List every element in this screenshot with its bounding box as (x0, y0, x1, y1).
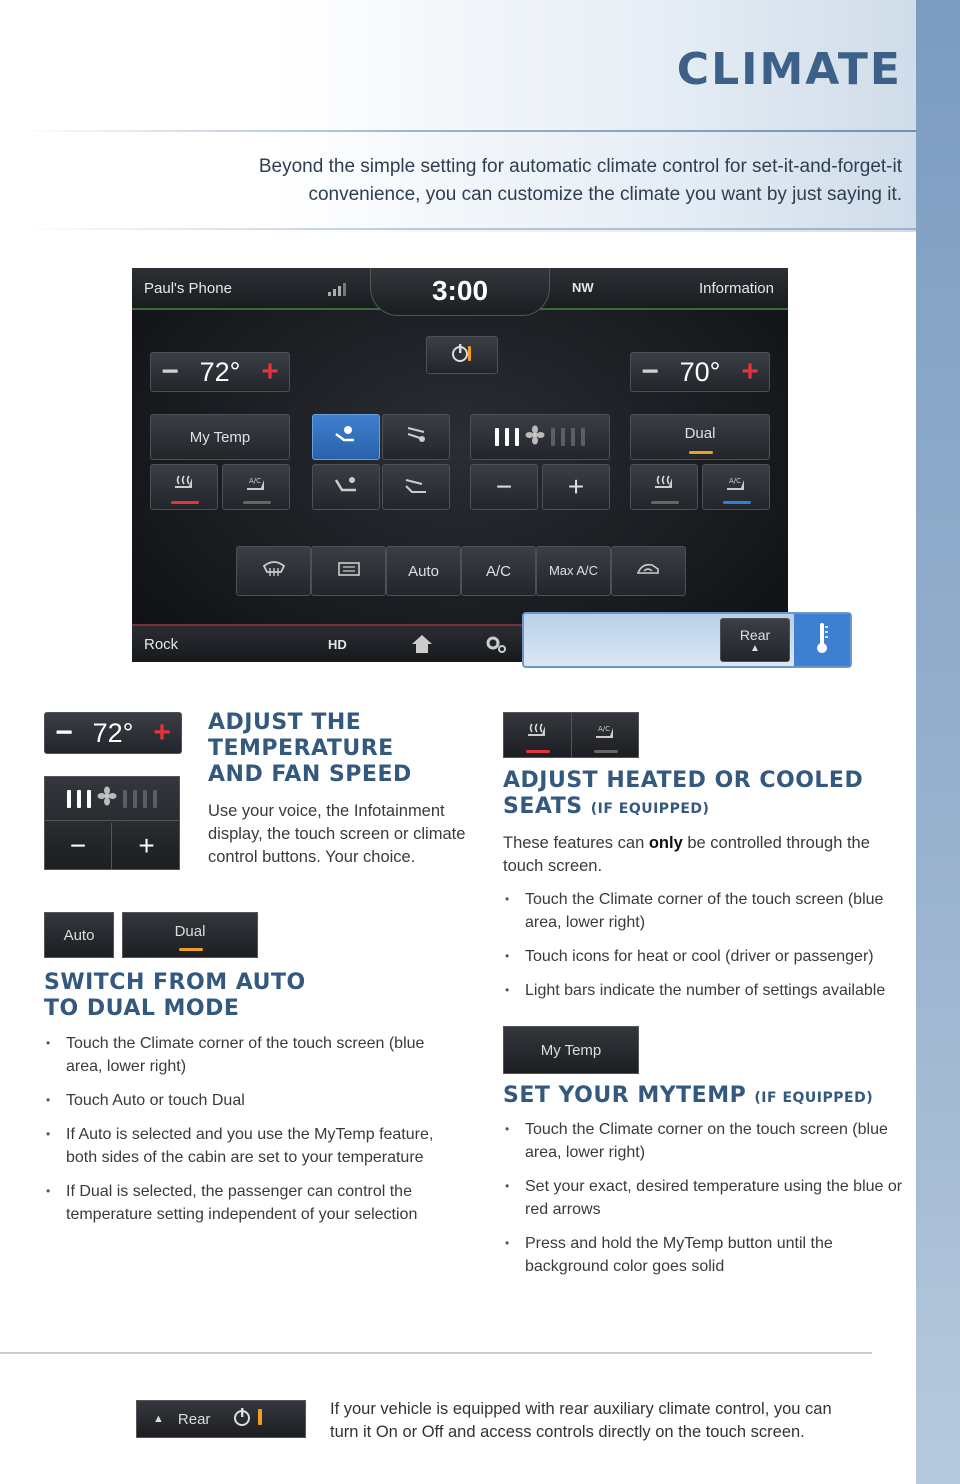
fan-speed-bar (77, 790, 81, 808)
list-item: • Touch icons for heat or cool (driver or passenger) (503, 945, 913, 968)
heat-level-lamp (651, 501, 679, 504)
phone-name: Paul's Phone (144, 280, 232, 297)
list-item: • Set your exact, desired temperature using the blue or red arrows (503, 1175, 903, 1221)
fan-speed-bars (495, 425, 585, 449)
heat-level-lamp (171, 501, 199, 504)
dual-indicator-lamp (179, 948, 203, 951)
fan-speed-up-button[interactable]: + (542, 464, 610, 510)
cool-level-lamp (723, 501, 751, 504)
heated-seat-icon (651, 474, 677, 500)
settings-icon[interactable] (484, 634, 508, 659)
mytemp-section-heading (503, 1083, 903, 1111)
airflow-feet-icon (332, 474, 360, 500)
dual-label: Dual (684, 424, 716, 442)
driver-temp-up-button[interactable]: + (261, 355, 279, 388)
passenger-temp-up-button[interactable]: + (741, 355, 759, 388)
heat-level-lamp (526, 750, 550, 753)
seats-title-suffix: (IF EQUIPPED) (590, 801, 710, 817)
passenger-cooled-seat-button[interactable] (702, 464, 770, 510)
seats-body-pre: These features can (503, 834, 649, 852)
passenger-heated-seat-button[interactable] (630, 464, 698, 510)
climate-touch-screen (132, 268, 788, 662)
dual-bullet-list (44, 1032, 444, 1237)
footer-text: If your vehicle is equipped with rear auxiliary climate control, you can turn it On or Off and access controls directly on the touch screen. (330, 1400, 832, 1441)
list-item: • Touch the Climate corner of the touch screen (blue area, lower right) (44, 1032, 444, 1078)
temp-section-heading: ADJUST THE TEMPERATURE AND FAN SPEED (208, 710, 412, 787)
front-defrost-icon (262, 560, 286, 582)
dual-button-thumbnail (122, 912, 258, 958)
seats-bullet-list (503, 888, 913, 1013)
svg-text:A/C: A/C (597, 724, 610, 733)
seats-body-post: be controlled through the touch screen. (503, 834, 870, 875)
recirculate-button[interactable] (611, 546, 686, 596)
temp-up-icon: + (153, 716, 171, 749)
airflow-defrost-feet-button[interactable] (382, 464, 450, 510)
airflow-windshield-button[interactable] (382, 414, 450, 460)
triangle-up-icon: ▲ (153, 1413, 164, 1425)
fan-minus-icon: − (45, 823, 112, 869)
auto-button[interactable]: Auto (386, 546, 461, 596)
mytemp-button-thumbnail: My Temp (503, 1026, 639, 1074)
max-ac-button[interactable]: Max A/C (536, 546, 611, 596)
fan-speed-bar (87, 790, 91, 808)
fan-speed-bar (133, 790, 137, 808)
heated-seat-thumbnail (504, 713, 572, 757)
svg-text:A/C: A/C (729, 477, 742, 485)
fan-speed-bar (67, 790, 71, 808)
fan-speed-bar (515, 428, 519, 446)
list-item: • Touch the Climate corner of the touch screen (blue area, lower right) (503, 888, 913, 934)
airflow-face-button[interactable] (312, 414, 380, 460)
svg-text:A/C: A/C (249, 477, 262, 485)
dual-indicator-lamp (689, 451, 713, 454)
mytemp-title-suffix: (IF EQUIPPED) (754, 1090, 874, 1106)
cool-level-lamp (594, 750, 618, 753)
rear-defrost-button[interactable] (311, 546, 386, 596)
list-item: • Press and hold the MyTemp button until the background color goes solid (503, 1232, 903, 1278)
page-title: CLIMATE (676, 44, 902, 95)
driver-cooled-seat-button[interactable] (222, 464, 290, 510)
list-item: • Touch Auto or touch Dual (44, 1089, 444, 1112)
heated-seat-icon (171, 474, 197, 500)
fan-icon (97, 786, 117, 811)
cooled-seat-thumbnail (572, 713, 639, 757)
dual-thumbnail-label: Dual (174, 923, 206, 940)
dual-button[interactable] (630, 414, 770, 460)
fan-speed-bar (571, 428, 575, 446)
list-item: • If Auto is selected and you use the MyTemp feature, both sides of the cabin are set to your temperature (44, 1123, 444, 1169)
fan-speed-bar (495, 428, 499, 446)
cooled-seat-icon (592, 722, 618, 749)
seats-title-text: ADJUST HEATED OR COOLED SEATS (503, 768, 864, 819)
rear-label: Rear (739, 626, 771, 643)
driver-temp-value: 72° (199, 356, 241, 387)
seat-buttons-thumbnail (503, 712, 639, 758)
side-accent-strip (916, 0, 960, 1484)
fan-speed-bar (143, 790, 147, 808)
power-icon (451, 343, 473, 367)
passenger-temp-down-button[interactable]: − (641, 355, 659, 388)
climate-power-button[interactable] (426, 336, 498, 374)
compass-heading: NW (572, 280, 594, 295)
rear-thumbnail-label: Rear (177, 1410, 211, 1428)
footer-divider (0, 1352, 872, 1354)
dual-section-heading: SWITCH FROM AUTO TO DUAL MODE (44, 970, 306, 1021)
list-item: • Light bars indicate the number of settings available (503, 979, 913, 1002)
heated-seat-icon (524, 722, 550, 749)
climate-corner-highlight[interactable] (522, 612, 852, 668)
recirculate-icon (636, 561, 662, 581)
seats-section-heading (503, 768, 883, 822)
climate-mode-row (236, 546, 686, 596)
fan-speed-bar (153, 790, 157, 808)
mytemp-title-text: SET YOUR MYTEMP (503, 1083, 747, 1108)
fan-speed-bar (123, 790, 127, 808)
header-divider (20, 130, 916, 132)
front-defrost-button[interactable] (236, 546, 311, 596)
temp-thumbnail-value: 72° (92, 717, 134, 748)
list-item: • If Dual is selected, the passenger can control the temperature setting independent of your selection (44, 1180, 444, 1226)
mytemp-button[interactable]: My Temp (150, 414, 290, 460)
list-item: • Touch the Climate corner on the touch screen (blue area, lower right) (503, 1118, 903, 1164)
driver-temp-control (150, 352, 290, 392)
power-icon (232, 1406, 266, 1433)
header-divider-bottom (20, 228, 916, 230)
mytemp-bullet-list (503, 1118, 903, 1289)
information-label[interactable]: Information (698, 280, 774, 297)
thermometer-icon (815, 621, 829, 660)
passenger-temp-control (630, 352, 770, 392)
airflow-defrost-feet-icon (402, 474, 430, 500)
rear-climate-button[interactable] (720, 618, 790, 662)
hd-radio-icon: HD (328, 637, 347, 652)
temp-control-thumbnail (44, 712, 182, 754)
rear-defrost-icon (337, 560, 361, 582)
fan-speed-bar (505, 428, 509, 446)
fan-speed-bar (561, 428, 565, 446)
seats-body-emphasis: only (648, 834, 683, 852)
auto-button-thumbnail: Auto (44, 912, 114, 958)
passenger-temp-value: 70° (679, 356, 721, 387)
fan-icon (525, 425, 545, 449)
fan-speed-bar (551, 428, 555, 446)
audio-source-label[interactable]: Rock (144, 636, 179, 653)
climate-corner-button[interactable] (794, 614, 850, 666)
intro-text: Beyond the simple setting for automatic climate control for set-it-and-forget-it convenience, you can customize the climate you want by just saying it. (258, 156, 902, 205)
cooled-seat-icon (723, 474, 749, 500)
temp-down-icon: − (55, 716, 73, 749)
cooled-seat-icon (243, 474, 269, 500)
home-icon[interactable] (410, 634, 434, 659)
driver-heated-seat-button[interactable] (150, 464, 218, 510)
fan-speed-thumbnail (44, 776, 180, 870)
clock: 3:00 (431, 275, 489, 306)
signal-icon (328, 282, 348, 296)
seats-section-body (503, 832, 883, 878)
airflow-face-icon (332, 424, 360, 450)
fan-plus-icon: + (138, 830, 155, 861)
temp-section-body: Use your voice, the Infotainment display, the touch screen or climate control buttons. Your choice. (208, 802, 466, 866)
fan-speed-down-button[interactable]: − (470, 464, 538, 510)
fan-speed-bars (67, 786, 157, 811)
triangle-up-icon: ▲ (750, 642, 760, 654)
ac-button[interactable]: A/C (461, 546, 536, 596)
airflow-windshield-icon (402, 424, 430, 450)
clock-tab (370, 268, 550, 316)
fan-speed-display (470, 414, 610, 460)
fan-speed-bar (581, 428, 585, 446)
rear-climate-thumbnail (136, 1400, 306, 1438)
driver-temp-down-button[interactable]: − (161, 355, 179, 388)
cool-level-lamp (243, 501, 271, 504)
airflow-feet-button[interactable] (312, 464, 380, 510)
